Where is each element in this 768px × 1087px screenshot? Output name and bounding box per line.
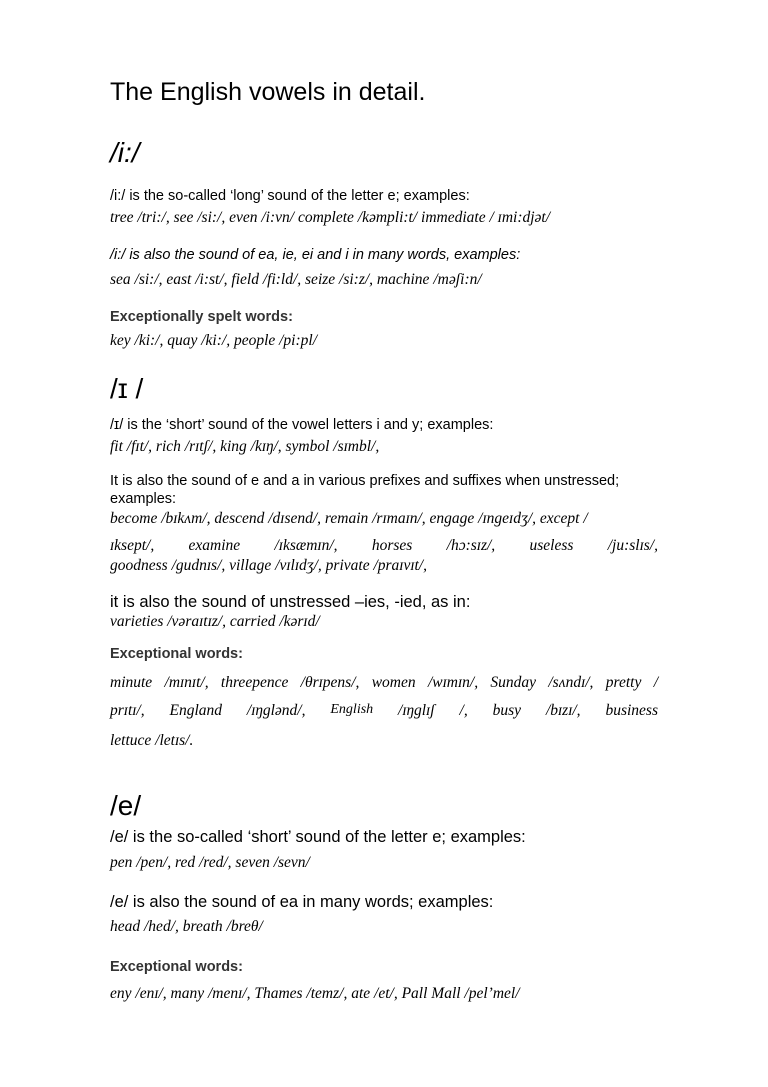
i-short-intro-2a: It is also the sound of e and a in various prefixes and suffixes when unstressed;	[110, 473, 620, 489]
word: Sunday	[490, 674, 537, 691]
i-long-examples: tree /tri:/, see /si:/, even /i:vn/ complete /kəmpli:t/ immediate / ɪmi:djət/	[110, 209, 551, 226]
word: /sʌndɪ/,	[548, 674, 594, 691]
word: threepence	[220, 674, 289, 691]
i-short-intro-3: it is also the sound of unstressed –ies, -ied, as in:	[110, 593, 471, 611]
section-heading-e-short: /e/	[110, 790, 142, 821]
i-short-intro: /ɪ/ is the ‘short’ sound of the vowel letters i and y; examples:	[110, 417, 494, 433]
e-short-intro-2: /e/ is also the sound of ea in many words; examples:	[110, 893, 494, 911]
i-short-intro-2b: examples:	[110, 491, 177, 507]
word: /wɪmɪn/,	[427, 674, 479, 691]
word: England	[169, 702, 223, 719]
word: horses	[371, 537, 413, 554]
word: women	[371, 674, 416, 691]
word: pretty	[605, 674, 642, 691]
i-short-exceptional-b	[110, 702, 658, 720]
word: /	[653, 674, 658, 691]
i-short-examples-2a: become /bɪkʌm/, descend /dɪsend/, remain /rɪmaɪn/, engage /ɪngeɪdʒ/, except /	[110, 510, 588, 527]
i-short-exceptional-c: lettuce /letɪs/.	[110, 732, 194, 749]
e-short-examples-2: head /hed/, breath /breθ/	[110, 918, 263, 935]
word: /ju:slɪs/,	[607, 537, 658, 554]
word: useless	[529, 537, 574, 554]
word: minute	[110, 674, 153, 691]
word: examine	[188, 537, 241, 554]
page-title: The English vowels in detail.	[110, 78, 426, 106]
section-heading-i-long: /i:/	[110, 137, 140, 168]
word: /hɔ:sɪz/,	[446, 537, 496, 554]
word: /ɪksæmɪn/,	[274, 537, 338, 554]
e-short-examples: pen /pen/, red /red/, seven /sevn/	[110, 854, 310, 871]
e-short-intro: /e/ is the so-called ‘short’ sound of the letter e; examples:	[110, 828, 526, 846]
i-short-examples-3: varieties /vəraɪtɪz/, carried /kərɪd/	[110, 613, 320, 630]
e-short-exceptional-label: Exceptional words:	[110, 959, 243, 975]
word: ɪksept/,	[110, 537, 155, 554]
i-short-examples: fit /fɪt/, rich /rɪtʃ/, king /kɪŋ/, symbol /sɪmbl/,	[110, 438, 380, 455]
section-heading-i-short: /ɪ /	[110, 373, 144, 404]
word: /bɪzɪ/,	[545, 702, 581, 719]
i-short-examples-2c: goodness /gudnɪs/, village /vɪlɪdʒ/, private /praɪvɪt/,	[110, 557, 427, 574]
i-long-intro-2: /i:/ is also the sound of ea, ie, ei and i in many words, examples:	[110, 247, 521, 263]
i-long-exceptional: key /ki:/, quay /ki:/, people /pi:pl/	[110, 332, 318, 349]
i-short-exceptional-a	[110, 674, 658, 692]
word: /ɪŋglənd/,	[246, 702, 306, 719]
i-short-exceptional-label: Exceptional words:	[110, 646, 243, 662]
word: /,	[459, 702, 468, 719]
i-short-examples-2b	[110, 537, 658, 555]
word: English	[330, 702, 374, 717]
i-long-examples-2: sea /si:/, east /i:st/, field /fi:ld/, seize /si:z/, machine /məʃi:n/	[110, 271, 482, 288]
word: /mɪnɪt/,	[164, 674, 209, 691]
word: /θrɪpens/,	[300, 674, 360, 691]
word: busy	[492, 702, 522, 719]
i-long-exceptional-label: Exceptionally spelt words:	[110, 309, 293, 325]
word: prɪtɪ/,	[110, 702, 145, 719]
word: /ɪŋglɪʃ	[398, 702, 435, 719]
word: business	[605, 702, 658, 719]
e-short-exceptional: eny /enɪ/, many /menɪ/, Thames /temz/, ate /et/, Pall Mall /pel’mel/	[110, 985, 520, 1002]
i-long-intro: /i:/ is the so-called ‘long’ sound of the letter e; examples:	[110, 188, 470, 204]
